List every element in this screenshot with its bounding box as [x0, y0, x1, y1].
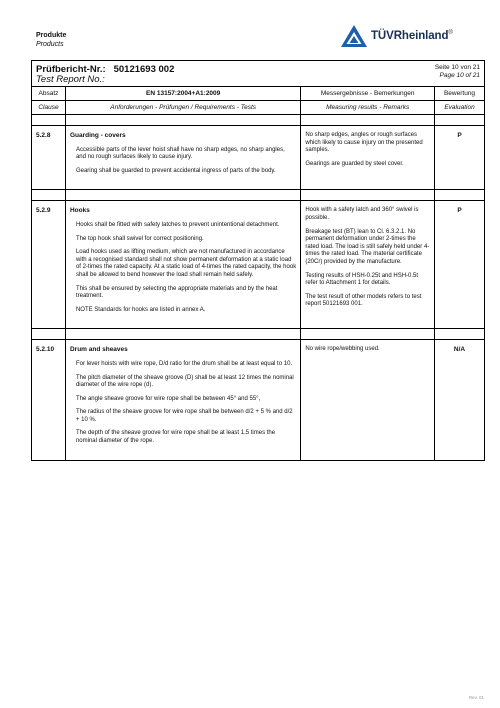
requirement-text: Load hooks used as lifting medium, which are not manufactured in accordance with a recognised standard shall not show permanent deformation at a static load of 2-times the rated capacity. At a static load of 4-times the rated capacity, the hook shall be allowed to bend however the load shall remain held safely. — [75, 249, 297, 278]
page-indicator-en: Page 10 of 21 — [439, 72, 480, 79]
col-evaluation: Evaluation — [435, 101, 485, 115]
spacer-row — [32, 115, 485, 126]
table-row-5-2-9 — [32, 201, 485, 329]
requirement-text: The depth of the sheave groove for wire rope shall be at least 1,5 times the nominal diameter of the rope. — [75, 430, 276, 445]
registered-mark: ® — [448, 30, 453, 37]
requirement-text: The pitch diameter of the sheave groove (D) shall be at least 12 times the nominal diameter of the wire rope (d). — [75, 374, 294, 389]
result-text: No sharp edges, angles or rough surfaces which likely to cause injury on the presented samples. — [305, 132, 423, 154]
requirement-text: The radius of the sheave groove for wire rope shall be between d/2 + 5 % and d/2 + 10 %. — [75, 409, 293, 423]
requirement-text: The top hook shall swivel for correct positioning. — [75, 235, 204, 242]
col-absatz: Absatz — [32, 87, 66, 101]
col-measuring: Measuring results - Remarks — [301, 101, 435, 115]
col-requirements: Anforderungen - Prüfungen / Requirements - Tests — [65, 101, 300, 115]
revision-footer: Rev. 01 — [468, 695, 484, 700]
evaluation-value: N/A — [435, 340, 485, 460]
report-number: 50121693 002 — [113, 64, 175, 75]
column-header-row-en — [32, 101, 485, 115]
result-text: Testing results of HSH-0.25t and HSH-0.5t refer to Attachment 1 for details. — [305, 272, 419, 287]
column-header-row-de — [32, 87, 485, 101]
col-standard: EN 13157:2004+A1:2009 — [65, 87, 300, 101]
report-number-label-en: Test Report No.: — [36, 74, 105, 85]
col-clause: Clause — [32, 101, 66, 115]
table-row-5-2-8 — [32, 126, 485, 190]
document-header-products — [36, 31, 66, 49]
evaluation-value: P — [435, 126, 485, 190]
clause-number: 5.2.8 — [32, 126, 66, 190]
tuv-rheinland-logo — [340, 24, 453, 48]
result-text: No wire rope/webbing used. — [305, 346, 380, 353]
report-number-label: Prüfbericht-Nr.: — [36, 64, 106, 75]
section-title: Drum and sheaves — [69, 346, 128, 354]
evaluation-value: P — [435, 201, 485, 329]
section-title: Guarding - covers — [69, 132, 126, 139]
section-title: Hooks — [69, 207, 90, 215]
col-messergebnisse: Messergebnisse - Bemerkungen — [301, 87, 435, 101]
requirement-text: For lever hoists with wire rope, D/d ratio for the drum shall be at least equal to 10. — [75, 360, 293, 367]
requirement-text: Gearing shall be guarded to prevent accidental ingress of parts of the body. — [75, 167, 276, 174]
clause-number: 5.2.9 — [32, 201, 66, 329]
result-text: Hook with a safety latch and 360° swivel is possible. — [305, 207, 419, 221]
spacer-row — [32, 190, 485, 201]
test-report-table — [31, 60, 485, 461]
col-bewertung: Bewertung — [435, 87, 485, 101]
page-indicator-de: Seite 10 von 21 — [434, 64, 480, 71]
requirement-text: Accessible parts of the lever hoist shall have no sharp edges, no sharp angles, and no rough surfaces likely to cause injury. — [75, 146, 285, 161]
requirement-text: The angle sheave groove for wire rope shall be between 45° and 55°, — [75, 395, 261, 402]
products-label-en: Products — [36, 41, 64, 48]
requirement-text: Hooks shall be fitted with safety latches to prevent unintentional detachment. — [75, 221, 280, 228]
clause-number: 5.2.10 — [32, 340, 66, 460]
report-title-row — [32, 61, 485, 87]
requirement-text: NOTE Standards for hooks are listed in annex A. — [75, 306, 206, 313]
logo-wordmark: TÜVRheinland — [371, 30, 449, 42]
products-label-de: Produkte — [36, 32, 67, 39]
requirement-text: This shall be ensured by selecting the appropriate materials and by the heat treatment. — [75, 285, 278, 300]
result-text: Breakage test (BT) lean to Cl. 6.3.2.1. No permanent deformation under 2-times the rated load. The load is still safely held under 4-times the rated load. The material certificate (20Cr) provided by the manufacture. — [305, 228, 430, 265]
triangle-logo-icon — [340, 24, 368, 48]
result-text: Gearings are guarded by steel cover. — [305, 160, 404, 167]
spacer-row — [32, 329, 485, 340]
table-row-5-2-10 — [32, 340, 485, 460]
result-text: The test result of other models refers to test report 50121693 001. — [305, 293, 422, 308]
